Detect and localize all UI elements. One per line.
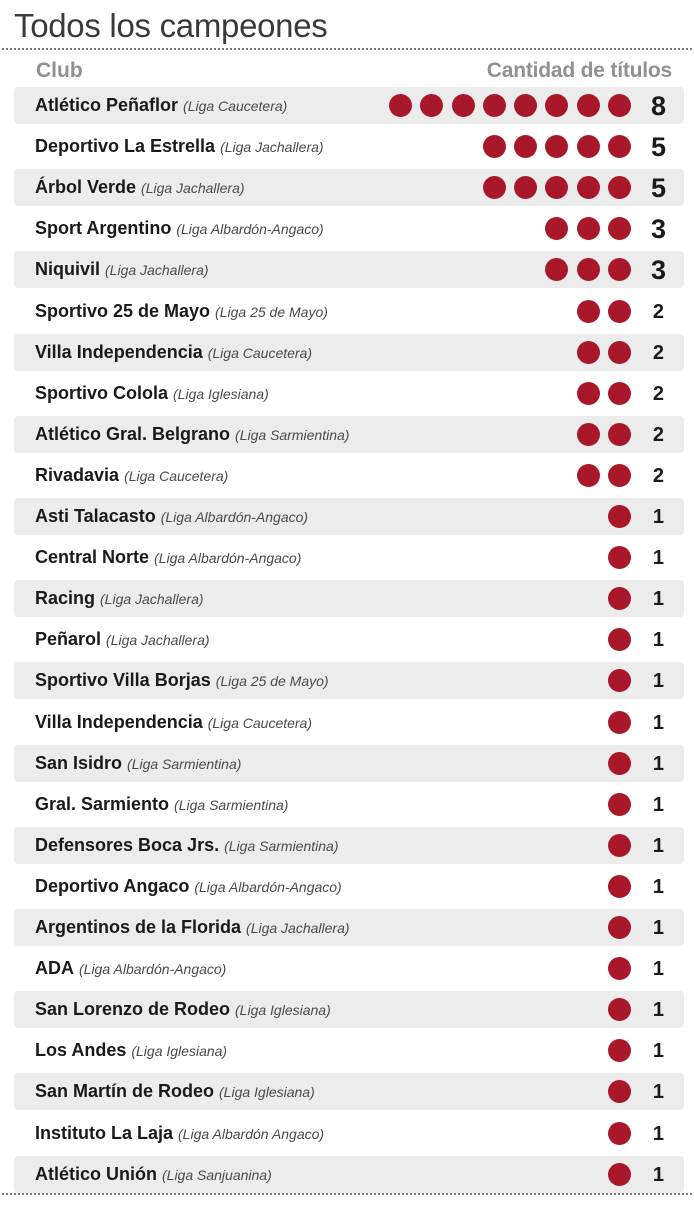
- league-name: (Liga Sarmientina): [224, 837, 339, 854]
- title-count: 2: [652, 382, 664, 405]
- league-name: (Liga Iglesiana): [219, 1084, 315, 1101]
- league-name: (Liga Sarmientina): [127, 755, 242, 772]
- title-marker-dot: [608, 1163, 631, 1186]
- club-cell: [35, 991, 331, 1028]
- title-marker-dot: [483, 176, 506, 199]
- title-marker-dot: [608, 258, 631, 281]
- title-marker-dot: [608, 752, 631, 775]
- club-cell: [35, 539, 301, 576]
- club-cell: [35, 498, 308, 535]
- title-count: 1: [652, 1122, 664, 1145]
- league-name: (Liga 25 de Mayo): [215, 303, 328, 320]
- table-row: [14, 827, 684, 864]
- league-name: (Liga Caucetera): [207, 344, 313, 361]
- title-count: 1: [652, 547, 664, 570]
- title-marker-dot: [514, 94, 537, 117]
- club-cell: [35, 909, 350, 946]
- title-marker-dot: [608, 176, 631, 199]
- club-cell: [35, 251, 209, 288]
- title-count: 1: [652, 670, 664, 693]
- league-name: (Liga Albardón-Angaco): [176, 221, 324, 238]
- title-count: 1: [652, 506, 664, 528]
- title-count: 1: [652, 1081, 664, 1104]
- league-name: (Liga Jachallera): [105, 262, 209, 279]
- table-row: [14, 1115, 684, 1152]
- table-row: [14, 621, 684, 658]
- title-count: 5: [650, 173, 666, 204]
- club-name: Argentinos de la Florida: [35, 917, 242, 937]
- club-cell: [35, 950, 226, 987]
- league-name: (Liga Caucetera): [183, 98, 288, 114]
- title-marker-dot: [545, 135, 568, 158]
- club-cell: [35, 210, 324, 247]
- chart-title: Todos los campeones: [14, 7, 328, 44]
- title-marker-dot: [608, 382, 631, 405]
- table-row: [14, 293, 684, 330]
- title-marker-dot: [608, 957, 631, 980]
- club-cell: [35, 375, 269, 412]
- title-marker-dot: [577, 258, 600, 281]
- title-marker-dot: [577, 300, 600, 323]
- title-marker-dot: [608, 217, 631, 240]
- table-row: [14, 1073, 684, 1110]
- title-marker-dot: [608, 300, 631, 323]
- column-header-club: Club: [36, 59, 83, 82]
- title-count: 1: [652, 711, 664, 734]
- table-row: [14, 909, 684, 946]
- league-name: (Liga Jachallera): [141, 180, 245, 197]
- league-name: (Liga Iglesiana): [131, 1043, 228, 1060]
- club-name: Sportivo 25 de Mayo: [35, 300, 211, 321]
- table-row: [14, 580, 684, 617]
- club-cell: [35, 1073, 315, 1110]
- title-count: 2: [652, 300, 664, 323]
- club-name: Sport Argentino: [35, 218, 172, 239]
- league-name: (Liga Jachallera): [106, 632, 210, 649]
- title-count: 1: [652, 999, 664, 1022]
- club-cell: [35, 827, 338, 864]
- title-marker-dot: [420, 94, 443, 117]
- club-name: Niquivil: [35, 259, 101, 280]
- club-name: Instituto La Laja: [35, 1122, 174, 1143]
- title-marker-dot: [514, 176, 537, 199]
- club-name: San Lorenzo de Rodeo: [35, 999, 231, 1020]
- title-marker-dot: [608, 135, 631, 158]
- club-name: Deportivo La Estrella: [35, 136, 216, 157]
- table-row: [14, 745, 684, 782]
- club-cell: [35, 745, 241, 782]
- league-name: (Liga 25 de Mayo): [215, 673, 329, 690]
- league-name: (Liga Albardón-Angaco): [160, 509, 309, 525]
- league-name: (Liga Jachallera): [246, 920, 350, 936]
- title-count: 1: [652, 958, 664, 981]
- table-row: [14, 416, 684, 453]
- club-cell: [35, 334, 312, 371]
- title-count: 1: [652, 875, 664, 898]
- column-header-title-count: Cantidad de títulos: [486, 59, 672, 82]
- club-name: San Martín de Rodeo: [35, 1081, 215, 1102]
- title-marker-dot: [577, 382, 600, 405]
- club-cell: [35, 786, 288, 823]
- title-marker-dot: [452, 94, 475, 117]
- table-row: [14, 539, 684, 576]
- title-count: 1: [652, 629, 664, 652]
- club-name: Deportivo Angaco: [35, 875, 190, 896]
- table-row: [14, 1156, 684, 1193]
- title-marker-dot: [545, 94, 568, 117]
- club-cell: [35, 1156, 272, 1193]
- table-row: [14, 128, 684, 165]
- club-cell: [35, 662, 329, 699]
- table-row: [14, 210, 684, 247]
- title-marker-dot: [608, 875, 631, 898]
- title-count: 1: [652, 588, 664, 611]
- table-row: [14, 704, 684, 741]
- table-row: [14, 868, 684, 905]
- table-row: [14, 169, 684, 206]
- title-marker-dot: [608, 834, 631, 857]
- club-cell: [35, 868, 342, 905]
- title-count: 1: [652, 834, 664, 857]
- title-marker-dot: [545, 258, 568, 281]
- club-cell: [35, 87, 287, 124]
- league-name: (Liga Jachallera): [220, 139, 324, 156]
- title-marker-dot: [577, 423, 600, 446]
- club-name: Rivadavia: [35, 464, 120, 485]
- title-count: 8: [650, 91, 666, 121]
- title-count: 2: [652, 341, 664, 364]
- title-marker-dot: [545, 217, 568, 240]
- title-marker-dot: [608, 94, 631, 117]
- club-cell: [35, 416, 349, 453]
- club-name: Peñarol: [35, 629, 102, 650]
- title-marker-dot: [608, 423, 631, 446]
- club-cell: [35, 580, 204, 617]
- title-marker-dot: [389, 94, 412, 117]
- table-row: [14, 1032, 684, 1069]
- club-cell: [35, 128, 324, 165]
- table-row: [14, 251, 684, 288]
- league-name: (Liga Caucetera): [207, 714, 313, 731]
- table-row: [14, 334, 684, 371]
- table-row: [14, 375, 684, 412]
- league-name: (Liga Jachallera): [100, 591, 204, 608]
- title-marker-dot: [577, 217, 600, 240]
- title-marker-dot: [608, 546, 631, 569]
- title-marker-dot: [608, 711, 631, 734]
- title-count: 2: [652, 423, 664, 446]
- league-name: (Liga Iglesiana): [235, 1002, 331, 1019]
- table-row: [14, 87, 684, 124]
- club-cell: [35, 457, 228, 494]
- title-count: 1: [652, 1040, 664, 1063]
- table-row: [14, 950, 684, 987]
- club-cell: [35, 621, 210, 658]
- title-marker-dot: [608, 1039, 631, 1062]
- title-marker-dot: [608, 998, 631, 1021]
- title-marker-dot: [608, 1122, 631, 1145]
- title-count: 2: [652, 464, 664, 487]
- title-count: 1: [652, 917, 664, 939]
- title-marker-dot: [545, 176, 568, 199]
- title-marker-dot: [483, 94, 506, 117]
- league-name: (Liga Albardón Angaco): [178, 1125, 325, 1142]
- title-marker-dot: [577, 94, 600, 117]
- club-name: Gral. Sarmiento: [35, 793, 170, 814]
- title-marker-dot: [577, 135, 600, 158]
- title-count: 1: [652, 1163, 664, 1186]
- table-row: [14, 457, 684, 494]
- title-marker-dot: [608, 793, 631, 816]
- title-count: 1: [652, 752, 664, 775]
- title-marker-dot: [577, 176, 600, 199]
- club-cell: [35, 1032, 227, 1069]
- club-name: Racing: [35, 588, 96, 609]
- title-count: 3: [650, 214, 666, 245]
- title-marker-dot: [608, 464, 631, 487]
- club-name: Central Norte: [35, 547, 150, 568]
- club-name: Defensores Boca Jrs.: [35, 834, 220, 855]
- title-marker-dot: [608, 1080, 631, 1103]
- club-name: Sportivo Colola: [35, 382, 169, 403]
- bottom-dotted-divider: [2, 1193, 692, 1195]
- club-name: Sportivo Villa Borjas: [35, 670, 211, 691]
- club-name: ADA: [35, 958, 74, 979]
- club-name: Atlético Unión: [35, 1163, 157, 1184]
- club-name: Los Andes: [35, 1040, 127, 1061]
- title-count: 1: [652, 793, 664, 816]
- league-name: (Liga Sanjuanina): [162, 1166, 272, 1183]
- club-cell: [35, 1115, 324, 1152]
- league-name: (Liga Albardón-Angaco): [154, 550, 302, 567]
- table-row: [14, 498, 684, 535]
- club-name: Atlético Peñaflor: [35, 95, 179, 115]
- club-cell: [35, 293, 328, 330]
- club-cell: [35, 704, 312, 741]
- league-name: (Liga Iglesiana): [173, 385, 269, 402]
- league-name: (Liga Sarmientina): [174, 796, 289, 813]
- club-name: San Isidro: [35, 752, 123, 773]
- league-name: (Liga Caucetera): [124, 467, 229, 484]
- club-name: Villa Independencia: [35, 711, 203, 732]
- title-count: 3: [650, 255, 666, 286]
- title-marker-dot: [608, 341, 631, 364]
- table-row: [14, 991, 684, 1028]
- table-row: [14, 786, 684, 823]
- title-marker-dot: [483, 135, 506, 158]
- league-name: (Liga Albardón-Angaco): [79, 961, 227, 978]
- club-cell: [35, 169, 245, 206]
- club-name: Atlético Gral. Belgrano: [35, 423, 231, 444]
- league-name: (Liga Sarmientina): [235, 426, 350, 443]
- club-name: Villa Independencia: [35, 341, 203, 362]
- title-marker-dot: [577, 341, 600, 364]
- title-count: 5: [650, 132, 666, 163]
- title-marker-dot: [608, 505, 631, 528]
- table-row: [14, 662, 684, 699]
- title-marker-dot: [608, 916, 631, 939]
- title-marker-dot: [608, 669, 631, 692]
- title-marker-dot: [608, 628, 631, 651]
- title-marker-dot: [514, 135, 537, 158]
- title-marker-dot: [608, 587, 631, 610]
- title-marker-dot: [577, 464, 600, 487]
- club-name: Asti Talacasto: [35, 506, 156, 526]
- league-name: (Liga Albardón-Angaco): [194, 878, 342, 895]
- club-name: Árbol Verde: [35, 177, 137, 198]
